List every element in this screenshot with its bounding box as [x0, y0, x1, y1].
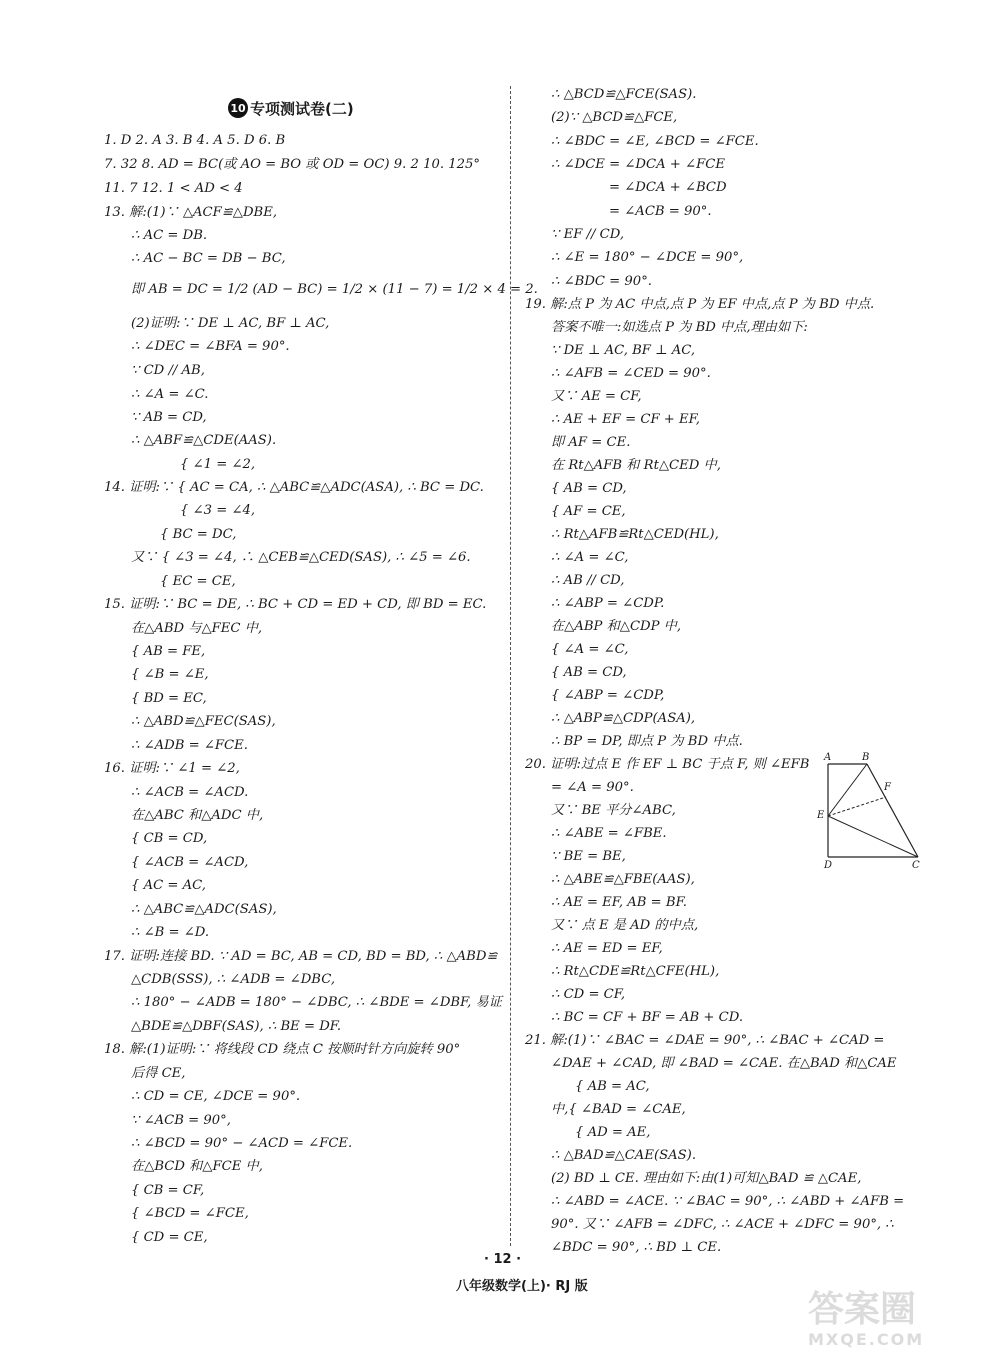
- answer-line: 14. 证明:∵ { AC = CA, ∴ △ABC≌△ADC(ASA), ∴ BC = DC.: [104, 480, 484, 495]
- answer-line: ∵ EF // CD,: [551, 227, 625, 242]
- answer-line: ∴ AE + EF = CF + EF,: [551, 412, 700, 427]
- answer-line: ∴ AC − BC = DB − BC,: [131, 251, 286, 266]
- answer-line: (2)证明:∵ DE ⊥ AC, BF ⊥ AC,: [131, 316, 330, 331]
- section-number-badge: 10: [228, 98, 248, 118]
- answer-line: { AC = AC,: [131, 878, 206, 893]
- trapezoid-diagram: [812, 752, 924, 876]
- answer-line: ∴ △ABE≌△FBE(AAS),: [551, 872, 695, 887]
- answer-line: { AB = CD,: [551, 481, 627, 496]
- answer-line: { ∠BCD = ∠FCE,: [131, 1206, 249, 1221]
- answer-line: ∴ ∠ABE = ∠FBE.: [551, 826, 667, 841]
- answer-line: △BDE≌△DBF(SAS), ∴ BE = DF.: [131, 1019, 342, 1034]
- answer-line: 在△ABP 和△CDP 中,: [551, 619, 682, 634]
- answer-line: { BD = EC,: [131, 691, 207, 706]
- vertex-label-c: C: [912, 860, 920, 871]
- page-number: · 12 ·: [484, 1252, 522, 1267]
- answer-line: 16. 证明:∵ ∠1 = ∠2,: [104, 761, 240, 776]
- answer-line: 又∵ BE 平分∠ABC,: [551, 803, 676, 818]
- answer-line: ∵ DE ⊥ AC, BF ⊥ AC,: [551, 343, 696, 358]
- answer-line: ∴ AE = EF, AB = BF.: [551, 895, 687, 910]
- answer-line: 在△ABC 和△ADC 中,: [131, 808, 264, 823]
- answer-line: 1. D 2. A 3. B 4. A 5. D 6. B: [104, 133, 286, 148]
- page-footer: 八年级数学(上)· RJ 版: [456, 1279, 588, 1294]
- answer-line: 19. 解:点 P 为 AC 中点,点 P 为 EF 中点,点 P 为 BD 中点.: [525, 297, 875, 312]
- answer-line: ∴ AB // CD,: [551, 573, 625, 588]
- answer-line: 答案不唯一:如选点 P 为 BD 中点,理由如下:: [551, 320, 808, 335]
- answer-line: ∴ BP = DP, 即点 P 为 BD 中点.: [551, 734, 743, 749]
- geometry-figure: [812, 752, 924, 876]
- answer-line: 7. 32 8. AD = BC(或 AO = BO 或 OD = OC) 9. 2 10. 125°: [104, 157, 481, 172]
- answer-line: ∴ ∠E = 180° − ∠DCE = 90°,: [551, 250, 744, 265]
- answer-line: 11. 7 12. 1 < AD < 4: [104, 181, 243, 196]
- section-title: [228, 96, 354, 120]
- answer-line: { BC = DC,: [160, 527, 237, 542]
- answer-line: 后得 CE,: [131, 1066, 186, 1081]
- answer-line: ∴ CD = CF,: [551, 987, 626, 1002]
- answer-line: ∴ ∠BCD = 90° − ∠ACD = ∠FCE.: [131, 1136, 353, 1151]
- answer-line: ∴ ∠ABP = ∠CDP.: [551, 596, 665, 611]
- answer-line: 中,{ ∠BAD = ∠CAE,: [551, 1102, 686, 1117]
- answer-line: { AB = AC,: [575, 1079, 650, 1094]
- answer-line: { CD = CE,: [131, 1230, 208, 1245]
- answer-line: ∴ BC = CF + BF = AB + CD.: [551, 1010, 744, 1025]
- answer-line: ∴ ∠BDC = ∠E, ∠BCD = ∠FCE.: [551, 134, 759, 149]
- answer-line: 18. 解:(1)证明:∵ 将线段 CD 绕点 C 按顺时针方向旋转 90°: [104, 1042, 461, 1057]
- watermark-logo: [808, 1290, 988, 1360]
- vertex-label-a: A: [824, 752, 832, 763]
- answer-line: △CDB(SSS), ∴ ∠ADB = ∠DBC,: [131, 972, 336, 987]
- vertex-label-d: D: [824, 860, 833, 871]
- answer-line: ∴ Rt△CDE≌Rt△CFE(HL),: [551, 964, 720, 979]
- answer-line: 17. 证明:连接 BD. ∵ AD = BC, AB = CD, BD = BD, ∴ △ABD≌: [104, 949, 498, 964]
- answer-line: { CB = CF,: [131, 1183, 205, 1198]
- answer-line: ∴ AE = ED = EF,: [551, 941, 663, 956]
- answer-line: 即 AB = DC = 1/2 (AD − BC) = 1/2 × (11 − 7) = 1/2 × 4 = 2.: [131, 282, 538, 297]
- answer-line: { AD = AE,: [575, 1125, 651, 1140]
- answer-line: ∵ CD // AB,: [131, 363, 205, 378]
- answer-line: ∵ AB = CD,: [131, 410, 207, 425]
- answer-line: 在 Rt△AFB 和 Rt△CED 中,: [551, 458, 721, 473]
- answer-line: ∠BDC = 90°, ∴ BD ⊥ CE.: [551, 1240, 722, 1255]
- answer-line: ∴ △ABF≌△CDE(AAS).: [131, 433, 277, 448]
- answer-line: ∴ ∠AFB = ∠CED = 90°.: [551, 366, 711, 381]
- answer-line: ∴ ∠ABD = ∠ACE. ∵ ∠BAC = 90°, ∴ ∠ABD + ∠AFB =: [551, 1194, 905, 1209]
- answer-line: = ∠ACB = 90°.: [609, 204, 712, 219]
- watermark-url: MXQE.COM: [808, 1330, 925, 1349]
- answer-line: ∴ △ABP≌△CDP(ASA),: [551, 711, 696, 726]
- answer-line: 90°. 又∵ ∠AFB = ∠DFC, ∴ ∠ACE + ∠DFC = 90°, ∴: [551, 1217, 894, 1232]
- answer-line: ∵ BE = BE,: [551, 849, 626, 864]
- answer-line: ∵ ∠ACB = 90°,: [131, 1113, 231, 1128]
- vertex-label-b: B: [862, 752, 870, 763]
- answer-line: ∴ ∠ACB = ∠ACD.: [131, 785, 249, 800]
- point-label-f: F: [884, 782, 891, 793]
- answer-line: ∴ ∠ADB = ∠FCE.: [131, 738, 248, 753]
- answer-line: { EC = CE,: [160, 574, 236, 589]
- answer-line: { AB = FE,: [131, 644, 206, 659]
- answer-line: ∴ △ABC≌△ADC(SAS),: [131, 902, 277, 917]
- answer-line: 21. 解:(1)∵ ∠BAC = ∠DAE = 90°, ∴ ∠BAC + ∠CAD =: [525, 1033, 885, 1048]
- answer-line: ∴ 180° − ∠ADB = 180° − ∠DBC, ∴ ∠BDE = ∠DBF, 易证: [131, 995, 502, 1010]
- answer-line: ∠DAE + ∠CAD, 即 ∠BAD = ∠CAE. 在△BAD 和△CAE: [551, 1056, 897, 1071]
- answer-line: 15. 证明:∵ BC = DE, ∴ BC + CD = ED + CD, 即 BD = EC.: [104, 597, 487, 612]
- answer-line: 又∵ AE = CF,: [551, 389, 642, 404]
- answer-line: { ∠1 = ∠2,: [180, 457, 256, 472]
- answer-line: 13. 解:(1)∵ △ACF≌△DBE,: [104, 205, 278, 220]
- column-divider: [510, 86, 511, 1246]
- answer-line: { CB = CD,: [131, 831, 208, 846]
- answer-line: { ∠ACB = ∠ACD,: [131, 855, 249, 870]
- answer-line: { AF = CE,: [551, 504, 626, 519]
- answer-line: 在△ABD 与△FEC 中,: [131, 621, 263, 636]
- answer-line: ∴ ∠A = ∠C,: [551, 550, 629, 565]
- answer-line: ∴ △BAD≌△CAE(SAS).: [551, 1148, 697, 1163]
- answer-line: ∴ ∠BDC = 90°.: [551, 274, 652, 289]
- watermark-text: 答案圈: [808, 1289, 917, 1330]
- answer-line: ∴ △BCD≌△FCE(SAS).: [551, 87, 697, 102]
- answer-line: { ∠3 = ∠4,: [180, 503, 256, 518]
- answer-line: { ∠ABP = ∠CDP,: [551, 688, 665, 703]
- answer-line: 即 AF = CE.: [551, 435, 631, 450]
- answer-line: (2) BD ⊥ CE. 理由如下:由(1)可知△BAD ≌ △CAE,: [551, 1171, 862, 1186]
- answer-line: ∴ Rt△AFB≌Rt△CED(HL),: [551, 527, 719, 542]
- answer-line: = ∠DCA + ∠BCD: [609, 180, 727, 195]
- section-title-text: 专项测试卷(二): [250, 99, 354, 118]
- answer-line: (2)∵ △BCD≌△FCE,: [551, 110, 678, 125]
- answer-line: 又∵ 点 E 是 AD 的中点,: [551, 918, 699, 933]
- point-label-e: E: [817, 810, 825, 821]
- answer-line: 20. 证明:过点 E 作 EF ⊥ BC 于点 F, 则 ∠EFB: [525, 757, 810, 772]
- answer-line: ∴ ∠DEC = ∠BFA = 90°.: [131, 339, 290, 354]
- answer-line: ∴ ∠B = ∠D.: [131, 925, 210, 940]
- answer-line: = ∠A = 90°.: [551, 780, 634, 795]
- answer-line: ∴ △ABD≌△FEC(SAS),: [131, 714, 276, 729]
- answer-line: ∴ ∠DCE = ∠DCA + ∠FCE: [551, 157, 725, 172]
- answer-line: { AB = CD,: [551, 665, 627, 680]
- answer-line: 在△BCD 和△FCE 中,: [131, 1159, 263, 1174]
- answer-line: ∴ AC = DB.: [131, 228, 208, 243]
- answer-line: { ∠A = ∠C,: [551, 642, 629, 657]
- answer-line: ∴ CD = CE, ∠DCE = 90°.: [131, 1089, 301, 1104]
- answer-line: ∴ ∠A = ∠C.: [131, 387, 209, 402]
- answer-line: 又∵ { ∠3 = ∠4, ∴ △CEB≌△CED(SAS), ∴ ∠5 = ∠6.: [131, 550, 471, 565]
- answer-line: { ∠B = ∠E,: [131, 667, 209, 682]
